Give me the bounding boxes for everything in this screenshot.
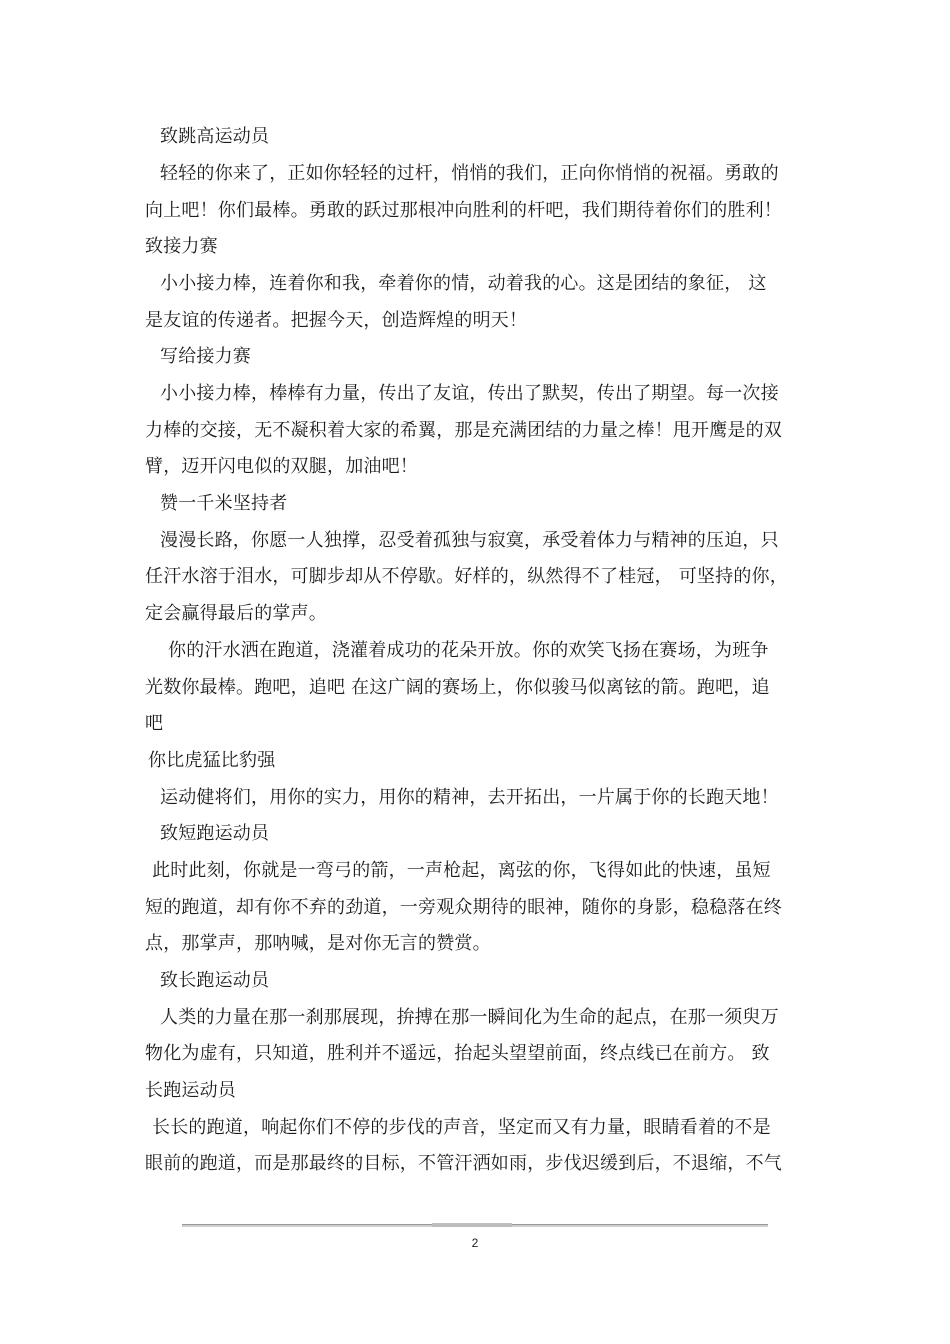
- paragraph-line: 漫漫长路，你愿一人独撑，忍受着孤独与寂寞，承受着体力与精神的压迫，只: [160, 530, 779, 551]
- heading-high-jump: 致跳高运动员: [160, 126, 270, 147]
- paragraph-line: 小小接力棒，连着你和我，牵着你的情，动着我的心。这是团结的象征， 这: [160, 273, 767, 294]
- footer-divider-accent: [432, 1223, 512, 1227]
- paragraph-line: 物化为虚有，只知道，胜利并不遥远，抬起头望望前面，终点线已在前方。 致: [145, 1043, 770, 1064]
- heading-1000m: 赞一千米坚持者: [160, 493, 288, 514]
- paragraph-line: 你比虎猛比豹强: [148, 750, 276, 771]
- footer-divider: [182, 1224, 768, 1227]
- paragraph-line: 小小接力棒，棒棒有力量，传出了友谊，传出了默契，传出了期望。每一次接: [160, 383, 779, 404]
- paragraph-line: 此时此刻，你就是一弯弓的箭，一声枪起，离弦的你，飞得如此的快速，虽短: [152, 860, 771, 881]
- heading-sprint: 致短跑运动员: [160, 823, 270, 844]
- paragraph-line: 轻轻的你来了，正如你轻轻的过杆，悄悄的我们，正向你悄悄的祝福。勇敢的: [160, 163, 779, 184]
- paragraph-line: 是友谊的传递者。把握今天，创造辉煌的明天！: [145, 310, 528, 331]
- paragraph-line: 力棒的交接，无不凝积着大家的希翼，那是充满团结的力量之棒！甩开鹰是的双: [145, 420, 782, 441]
- paragraph-line: 运动健将们，用你的实力，用你的精神，去开拓出，一片属于你的长跑天地！: [160, 787, 779, 808]
- paragraph-line: 定会赢得最后的掌声。: [145, 603, 327, 624]
- paragraph-line: 点，那掌声，那呐喊，是对你无言的赞赏。: [145, 933, 491, 954]
- paragraph-line: 长长的跑道，响起你们不停的步伐的声音，坚定而又有力量，眼睛看着的不是: [152, 1117, 771, 1138]
- paragraph-line: 任汗水溶于泪水，可脚步却从不停歇。好样的，纵然得不了桂冠， 可坚持的你，: [145, 566, 788, 587]
- page-number: 2: [471, 1236, 479, 1250]
- paragraph-line: 向上吧！你们最棒。勇敢的跃过那根冲向胜利的杆吧，我们期待着你们的胜利！: [145, 200, 782, 221]
- paragraph-line: 你的汗水洒在跑道，浇灌着成功的花朵开放。你的欢笑飞扬在赛场，为班争: [168, 640, 769, 661]
- paragraph-line: 长跑运动员: [145, 1080, 236, 1101]
- heading-long-run: 致长跑运动员: [160, 970, 270, 991]
- paragraph-line: 臂，迈开闪电似的双腿，加油吧！: [145, 456, 418, 477]
- heading-relay-2: 写给接力赛: [160, 346, 251, 367]
- paragraph-line: 光数你最棒。跑吧，追吧 在这广阔的赛场上，你似骏马似离铉的箭。跑吧，追: [145, 677, 770, 698]
- paragraph-line: 人类的力量在那一刹那展现，拚搏在那一瞬间化为生命的起点，在那一须臾万: [160, 1007, 779, 1028]
- paragraph-line: 眼前的跑道，而是那最终的目标，不管汗洒如雨，步伐迟缓到后，不退缩，不气: [145, 1153, 782, 1174]
- paragraph-line: 短的跑道，却有你不弃的劲道，一旁观众期待的眼神，随你的身影，稳稳落在终: [145, 897, 782, 918]
- paragraph-line: 吧: [145, 713, 164, 734]
- heading-relay: 致接力赛: [145, 236, 218, 257]
